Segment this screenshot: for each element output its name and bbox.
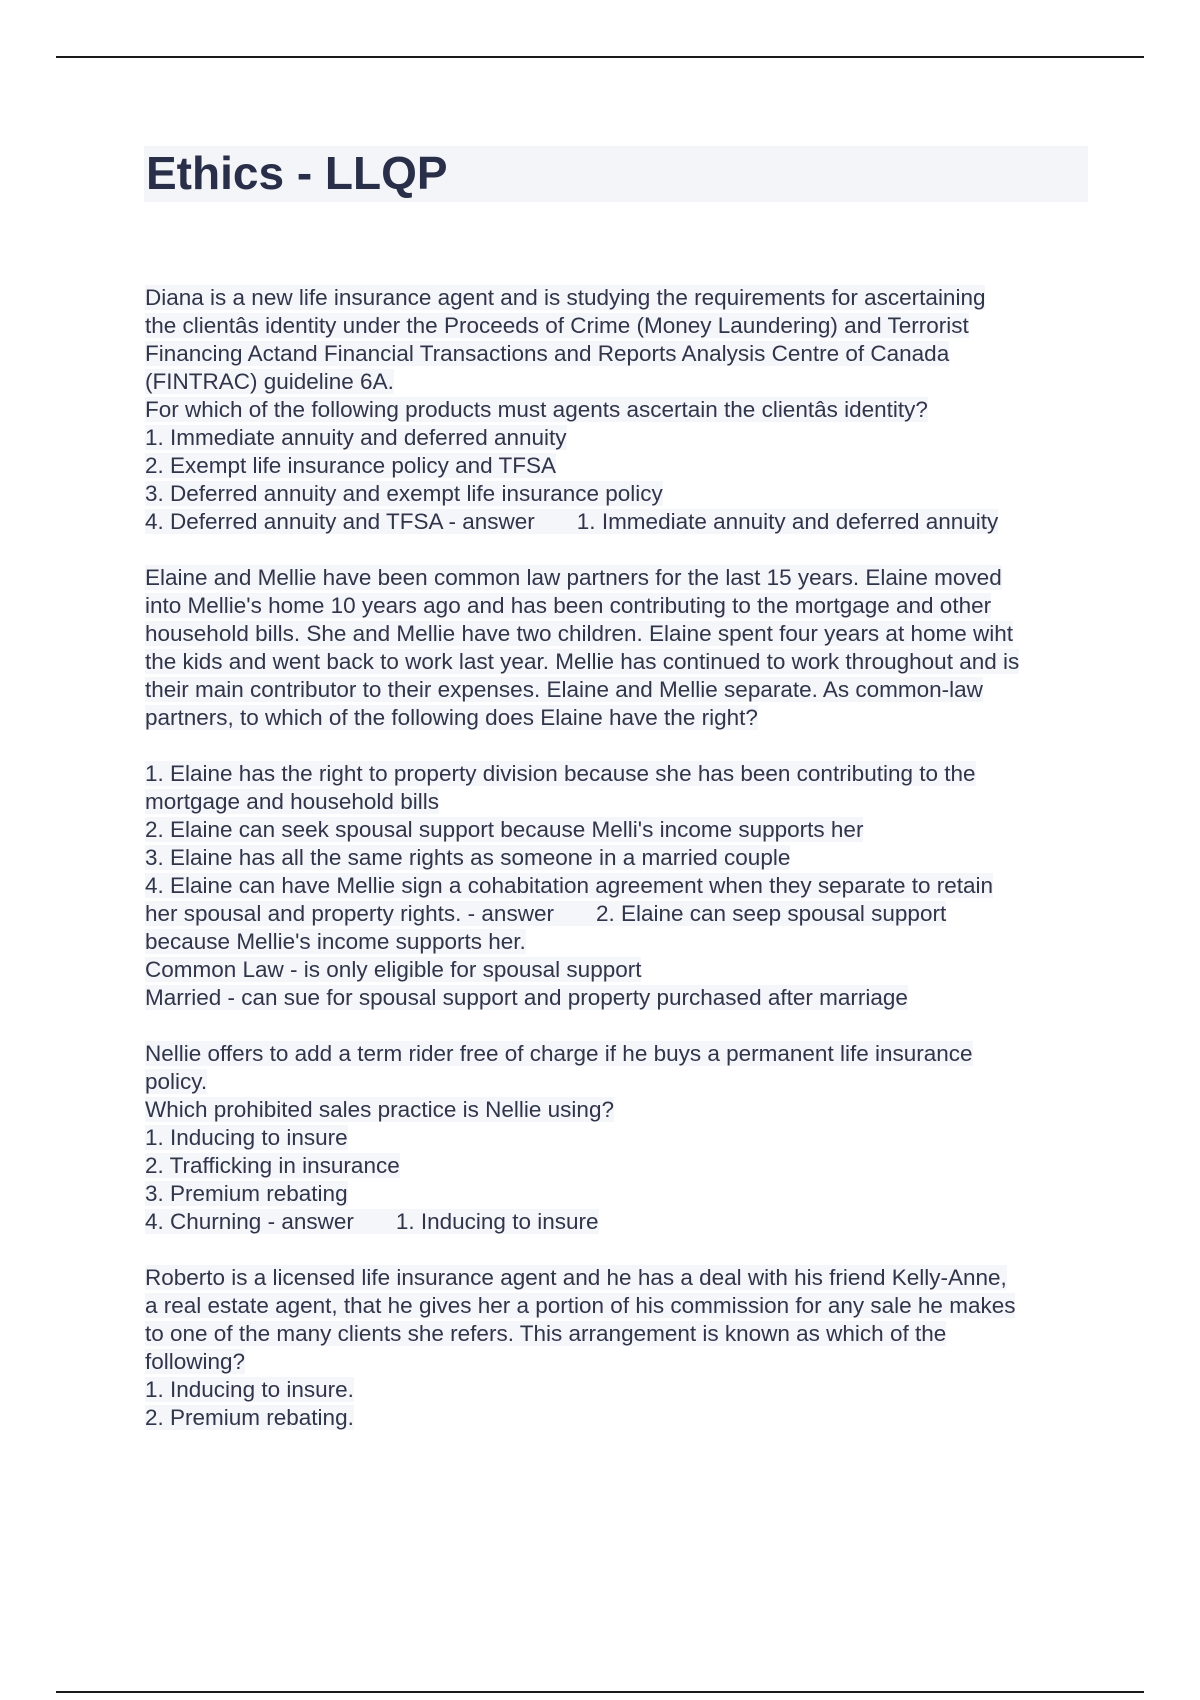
option-line: 1. Inducing to insure. (145, 1377, 354, 1402)
option-line: 2. Premium rebating. (145, 1405, 354, 1430)
option-line: 4. Elaine can have Mellie sign a cohabitation agreement when they separate to retain (145, 873, 994, 898)
question-block-1 (145, 284, 1095, 536)
question-block-2 (145, 564, 1095, 1012)
question-line: Roberto is a licensed life insurance agent and he has a deal with his friend Kelly-Anne, (145, 1265, 1007, 1290)
question-block-3 (145, 1040, 1095, 1236)
option-line: 3. Deferred annuity and exempt life insurance policy (145, 481, 663, 506)
page-title: Ethics - LLQP (146, 147, 448, 199)
option-line: 1. Inducing to insure (145, 1125, 348, 1150)
top-rule (56, 56, 1144, 58)
option-answer-line: 4. Deferred annuity and TFSA - answer 1. Immediate annuity and deferred annuity (145, 509, 999, 534)
question-line: Diana is a new life insurance agent and is studying the requirements for ascertaining (145, 285, 986, 310)
answer-line: because Mellie's income supports her. (145, 929, 526, 954)
question-line: the clientâs identity under the Proceeds of Crime (Money Laundering) and Terrorist (145, 313, 969, 338)
note-line: Common Law - is only eligible for spousal support (145, 957, 642, 982)
question-line: to one of the many clients she refers. This arrangement is known as which of the (145, 1321, 947, 1346)
question-line: a real estate agent, that he gives her a portion of his commission for any sale he makes (145, 1293, 1016, 1318)
question-block-4 (145, 1264, 1095, 1432)
answer-text: 1. Immediate annuity and deferred annuity (576, 509, 999, 534)
bottom-rule (56, 1691, 1144, 1693)
answer-text: 2. Elaine can seep spousal support (595, 901, 947, 926)
paragraph-gap (145, 732, 1095, 760)
paragraph-gap (145, 1012, 1095, 1040)
option-line: 2. Trafficking in insurance (145, 1153, 400, 1178)
question-line: into Mellie's home 10 years ago and has been contributing to the mortgage and other (145, 593, 992, 618)
question-line: partners, to which of the following does Elaine have the right? (145, 705, 758, 730)
note-line: Married - can sue for spousal support and property purchased after marriage (145, 985, 908, 1010)
question-line: Financing Actand Financial Transactions and Reports Analysis Centre of Canada (145, 341, 950, 366)
question-line: household bills. She and Mellie have two children. Elaine spent four years at home wiht (145, 621, 1013, 646)
question-line: their main contributor to their expenses. Elaine and Mellie separate. As common-law (145, 677, 983, 702)
question-line: Nellie offers to add a term rider free of charge if he buys a permanent life insurance (145, 1041, 973, 1066)
option-line: 2. Exempt life insurance policy and TFSA (145, 453, 557, 478)
question-line: Elaine and Mellie have been common law partners for the last 15 years. Elaine moved (145, 565, 1002, 590)
document-body (145, 284, 1095, 1432)
option-line: 3. Premium rebating (145, 1181, 348, 1206)
question-line: For which of the following products must agents ascertain the clientâs identity? (145, 397, 928, 422)
question-line: the kids and went back to work last year. Mellie has continued to work throughout and is (145, 649, 1020, 674)
option-answer-line: 4. Churning - answer 1. Inducing to insure (145, 1209, 599, 1234)
option-line: mortgage and household bills (145, 789, 439, 814)
question-line: Which prohibited sales practice is Nellie using? (145, 1097, 614, 1122)
option-line: 1. Immediate annuity and deferred annuity (145, 425, 567, 450)
question-line: (FINTRAC) guideline 6A. (145, 369, 394, 394)
option-line: 1. Elaine has the right to property division because she has been contributing to the (145, 761, 976, 786)
question-line: policy. (145, 1069, 208, 1094)
question-line: following? (145, 1349, 246, 1374)
paragraph-gap (145, 1236, 1095, 1264)
option-line: 2. Elaine can seek spousal support because Melli's income supports her (145, 817, 864, 842)
option-answer-line: her spousal and property rights. - answer 2. Elaine can seep spousal support (145, 901, 947, 926)
answer-text: 1. Inducing to insure (395, 1209, 599, 1234)
option-line: 3. Elaine has all the same rights as someone in a married couple (145, 845, 791, 870)
paragraph-gap (145, 536, 1095, 564)
